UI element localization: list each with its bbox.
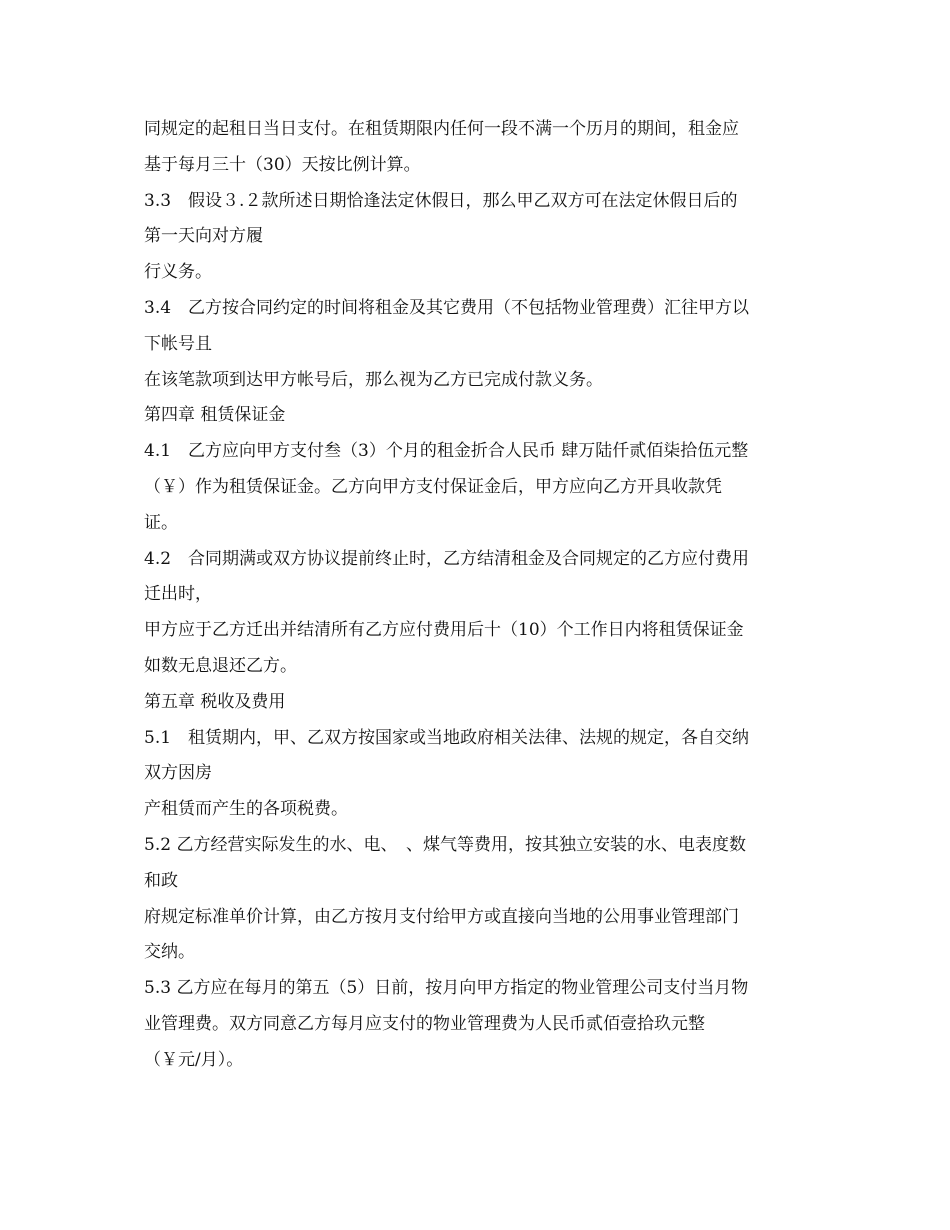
clause-4-2: 4.2 合同期满或双方协议提前终止时，乙方结清租金及合同规定的乙方应付费用 [144,548,750,569]
text-line: （￥）作为租赁保证金。乙方向甲方支付保证金后，甲方应向乙方开具收款凭 [144,476,722,497]
text-line: 业管理费。双方同意乙方每月应支付的物业管理费为人民币贰佰壹拾玖元整 [144,1013,705,1034]
clause-3-3: 3.3 假设３.２款所述日期恰逢法定休假日，那么甲乙双方可在法定休假日后的 [144,190,738,211]
clause-5-2: 5.2 乙方经营实际发生的水、电、 、煤气等费用，按其独立安装的水、电表度数 [144,834,746,855]
text-line: 在该笔款项到达甲方帐号后，那么视为乙方已完成付款义务。 [144,369,603,390]
text-line: 交纳。 [144,942,195,963]
clause-5-1: 5.1 租赁期内，甲、乙双方按国家或当地政府相关法律、法规的规定，各自交纳 [144,727,750,748]
text-line: 第一天向对方履 [144,226,263,247]
text-line: 和政 [144,870,178,891]
text-line: 双方因房 [144,763,212,784]
text-line: 如数无息退还乙方。 [144,655,297,676]
text-line: 产租赁而产生的各项税费。 [144,799,348,820]
chapter-5-heading: 第五章 税收及费用 [144,691,286,712]
text-line: 证。 [144,512,178,533]
chapter-4-heading: 第四章 租赁保证金 [144,405,286,426]
text-line: （￥元/月）。 [144,1049,244,1070]
text-line: 行义务。 [144,262,212,283]
text-line: 府规定标准单价计算，由乙方按月支付给甲方或直接向当地的公用事业管理部门 [144,906,739,927]
text-line: 基于每月三十（30）天按比例计算。 [144,154,421,175]
text-line: 下帐号且 [144,333,212,354]
clause-4-1: 4.1 乙方应向甲方支付叁（3）个月的租金折合人民币 肆万陆仟贰佰柒拾伍元整 [144,441,749,462]
document-body [144,112,824,1079]
text-line: 迁出时， [144,584,212,605]
clause-3-4: 3.4 乙方按合同约定的时间将租金及其它费用（不包括物业管理费）汇往甲方以 [144,297,750,318]
clause-5-3: 5.3 乙方应在每月的第五（5）日前，按月向甲方指定的物业管理公司支付当月物 [144,978,749,999]
text-line: 同规定的起租日当日支付。在租赁期限内任何一段不满一个历月的期间，租金应 [144,119,739,139]
text-line: 甲方应于乙方迁出并结清所有乙方应付费用后十（10）个工作日内将租赁保证金 [144,620,744,641]
